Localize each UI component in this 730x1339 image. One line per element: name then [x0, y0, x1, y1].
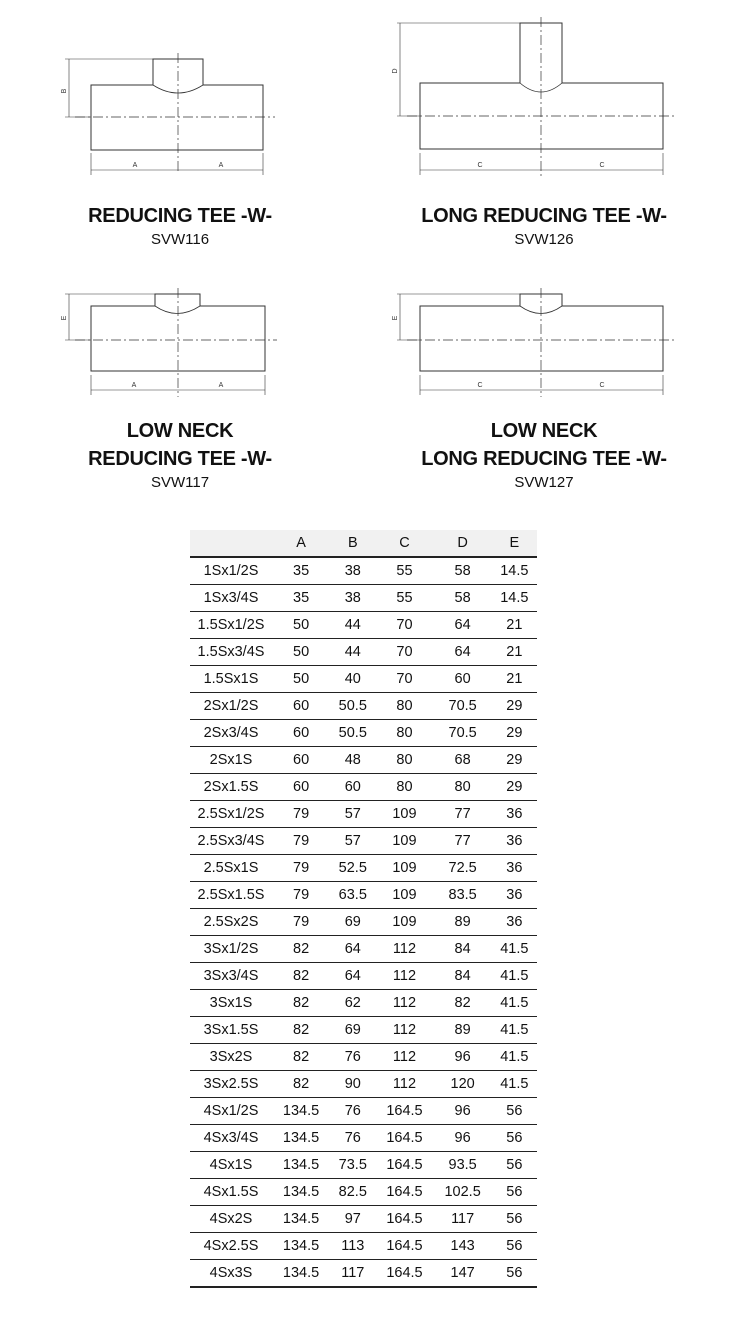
dimension-cell: 82 [272, 1044, 330, 1071]
table-row [190, 1098, 537, 1125]
table-body [190, 557, 537, 1287]
dimension-cell: 58 [434, 585, 492, 612]
dimension-cell: 82 [272, 1071, 330, 1098]
dimension-cell: 70 [375, 612, 433, 639]
dimension-cell: 52.5 [330, 855, 375, 882]
dimension-cell: 112 [375, 1071, 433, 1098]
dimension-cell: 64 [330, 963, 375, 990]
dimension-cell: 82 [272, 963, 330, 990]
table-row [190, 855, 537, 882]
dimension-cell: 63.5 [330, 882, 375, 909]
table-row [190, 639, 537, 666]
dimension-cell: 58 [434, 557, 492, 585]
column-header: A [272, 530, 330, 557]
dimension-cell: 55 [375, 585, 433, 612]
dimension-cell: 36 [492, 882, 537, 909]
dimension-cell: 29 [492, 693, 537, 720]
dimension-cell: 60 [272, 747, 330, 774]
dimension-cell: 57 [330, 801, 375, 828]
dimension-cell: 14.5 [492, 557, 537, 585]
dimension-cell: 112 [375, 936, 433, 963]
table-row [190, 963, 537, 990]
size-cell: 1.5Sx1/2S [190, 612, 272, 639]
dimension-cell: 60 [272, 720, 330, 747]
dimension-cell: 76 [330, 1098, 375, 1125]
dimension-cell: 164.5 [375, 1206, 433, 1233]
column-header: D [434, 530, 492, 557]
dimension-cell: 76 [330, 1125, 375, 1152]
table-row [190, 936, 537, 963]
dimension-cell: 50.5 [330, 693, 375, 720]
table-row [190, 557, 537, 585]
size-cell: 3Sx1S [190, 990, 272, 1017]
dimension-cell: 109 [375, 882, 433, 909]
dimension-cell: 50 [272, 612, 330, 639]
dimension-cell: 41.5 [492, 936, 537, 963]
dimension-cell: 56 [492, 1233, 537, 1260]
size-cell: 3Sx2S [190, 1044, 272, 1071]
dimension-cell: 64 [434, 612, 492, 639]
table-row [190, 801, 537, 828]
dimension-cell: 80 [375, 747, 433, 774]
size-cell: 2.5Sx1S [190, 855, 272, 882]
size-cell: 2Sx3/4S [190, 720, 272, 747]
size-cell: 3Sx3/4S [190, 963, 272, 990]
size-cell: 2.5Sx1/2S [190, 801, 272, 828]
dimension-cell: 35 [272, 585, 330, 612]
dimension-cell: 77 [434, 828, 492, 855]
table-row [190, 585, 537, 612]
product-caption-svw126 [394, 202, 694, 250]
dimension-cell: 60 [330, 774, 375, 801]
dimension-cell: 79 [272, 855, 330, 882]
table-row [190, 882, 537, 909]
dimension-cell: 82 [434, 990, 492, 1017]
dimension-cell: 60 [434, 666, 492, 693]
dimension-cell: 60 [272, 693, 330, 720]
dimension-cell: 134.5 [272, 1179, 330, 1206]
dimension-cell: 134.5 [272, 1260, 330, 1288]
dimension-cell: 55 [375, 557, 433, 585]
table-row [190, 1152, 537, 1179]
table-row [190, 1044, 537, 1071]
dimension-cell: 29 [492, 720, 537, 747]
dimension-cell: 62 [330, 990, 375, 1017]
dimension-cell: 89 [434, 909, 492, 936]
dimension-cell: 41.5 [492, 963, 537, 990]
dim-label-run-left: C [477, 382, 483, 389]
size-cell: 3Sx2.5S [190, 1071, 272, 1098]
dimension-cell: 56 [492, 1152, 537, 1179]
table-row [190, 612, 537, 639]
size-cell: 2Sx1/2S [190, 693, 272, 720]
dimension-cell: 109 [375, 855, 433, 882]
product-title: LONG REDUCING TEE -W- [421, 205, 667, 227]
dimension-cell: 82 [272, 990, 330, 1017]
dimension-cell: 73.5 [330, 1152, 375, 1179]
size-cell: 1Sx1/2S [190, 557, 272, 585]
dimension-cell: 41.5 [492, 1017, 537, 1044]
dimension-cell: 97 [330, 1206, 375, 1233]
dimension-cell: 29 [492, 747, 537, 774]
dimension-cell: 21 [492, 666, 537, 693]
dimension-cell: 79 [272, 828, 330, 855]
dimension-cell: 64 [434, 639, 492, 666]
table-row [190, 666, 537, 693]
dimension-cell: 56 [492, 1260, 537, 1288]
dimension-cell: 96 [434, 1125, 492, 1152]
size-cell: 2.5Sx3/4S [190, 828, 272, 855]
dimension-cell: 84 [434, 963, 492, 990]
dimension-cell: 80 [375, 774, 433, 801]
dimension-cell: 113 [330, 1233, 375, 1260]
size-cell: 4Sx3S [190, 1260, 272, 1288]
dimension-cell: 134.5 [272, 1125, 330, 1152]
dimension-cell: 50 [272, 666, 330, 693]
size-cell: 2Sx1.5S [190, 774, 272, 801]
dimension-cell: 70 [375, 639, 433, 666]
dimension-cell: 112 [375, 1017, 433, 1044]
dimension-cell: 21 [492, 612, 537, 639]
dimension-cell: 50 [272, 639, 330, 666]
dimension-cell: 82 [272, 1017, 330, 1044]
size-cell: 3Sx1/2S [190, 936, 272, 963]
size-cell: 1.5Sx1S [190, 666, 272, 693]
dimension-cell: 80 [375, 720, 433, 747]
dimension-cell: 109 [375, 828, 433, 855]
dimension-cell: 83.5 [434, 882, 492, 909]
dimension-cell: 69 [330, 909, 375, 936]
long-reducing-tee-drawing [385, 15, 685, 185]
table-row [190, 990, 537, 1017]
dimension-cell: 50.5 [330, 720, 375, 747]
dimension-cell: 72.5 [434, 855, 492, 882]
dimension-cell: 120 [434, 1071, 492, 1098]
product-caption-svw117 [30, 417, 330, 493]
dimension-cell: 112 [375, 1044, 433, 1071]
dimension-cell: 96 [434, 1098, 492, 1125]
dimension-cell: 79 [272, 909, 330, 936]
product-code: SVW127 [514, 474, 574, 491]
dimension-cell: 164.5 [375, 1152, 433, 1179]
table-row [190, 693, 537, 720]
dimension-cell: 82 [272, 936, 330, 963]
dimension-cell: 38 [330, 585, 375, 612]
dimension-cell: 164.5 [375, 1260, 433, 1288]
product-title-line-2: LONG REDUCING TEE -W- [421, 448, 667, 470]
dimension-cell: 70 [375, 666, 433, 693]
size-cell: 2.5Sx1.5S [190, 882, 272, 909]
dimension-cell: 38 [330, 557, 375, 585]
dimension-cell: 60 [272, 774, 330, 801]
dimension-cell: 56 [492, 1098, 537, 1125]
table-header-row [190, 530, 537, 557]
dimension-cell: 76 [330, 1044, 375, 1071]
dimension-cell: 134.5 [272, 1098, 330, 1125]
dimension-cell: 80 [434, 774, 492, 801]
dimension-cell: 36 [492, 828, 537, 855]
dimension-cell: 164.5 [375, 1233, 433, 1260]
dim-label-branch: E [61, 315, 68, 321]
table-row [190, 747, 537, 774]
dimension-cell: 164.5 [375, 1179, 433, 1206]
product-code: SVW116 [150, 231, 210, 248]
table-row [190, 1179, 537, 1206]
table-row [190, 1233, 537, 1260]
size-cell: 4Sx1.5S [190, 1179, 272, 1206]
size-cell: 4Sx1S [190, 1152, 272, 1179]
dimension-cell: 109 [375, 801, 433, 828]
dimension-cell: 117 [330, 1260, 375, 1288]
table-row [190, 909, 537, 936]
product-caption-svw116 [30, 202, 330, 250]
size-cell: 4Sx1/2S [190, 1098, 272, 1125]
dimension-cell: 41.5 [492, 1071, 537, 1098]
size-cell: 2Sx1S [190, 747, 272, 774]
dimension-cell: 36 [492, 801, 537, 828]
dimension-cell: 41.5 [492, 990, 537, 1017]
size-cell: 4Sx3/4S [190, 1125, 272, 1152]
dimension-cell: 79 [272, 801, 330, 828]
dimension-cell: 117 [434, 1206, 492, 1233]
dimension-cell: 112 [375, 963, 433, 990]
dimension-cell: 36 [492, 909, 537, 936]
column-header: E [492, 530, 537, 557]
dimension-table [190, 530, 537, 1288]
product-code: SVW126 [514, 231, 574, 248]
product-caption-svw127 [394, 417, 694, 493]
dimension-cell: 44 [330, 612, 375, 639]
product-title-line-1: LOW NECK [126, 420, 234, 442]
dimension-cell: 14.5 [492, 585, 537, 612]
table-row [190, 720, 537, 747]
column-header [190, 530, 272, 557]
dimension-cell: 112 [375, 990, 433, 1017]
dimension-cell: 109 [375, 909, 433, 936]
product-title-line-1: LOW NECK [490, 420, 598, 442]
size-cell: 2.5Sx2S [190, 909, 272, 936]
size-cell: 4Sx2.5S [190, 1233, 272, 1260]
dimension-cell: 84 [434, 936, 492, 963]
table-row [190, 1260, 537, 1288]
table-row [190, 828, 537, 855]
dimension-cell: 69 [330, 1017, 375, 1044]
dimension-cell: 90 [330, 1071, 375, 1098]
dimension-cell: 35 [272, 557, 330, 585]
size-cell: 1.5Sx3/4S [190, 639, 272, 666]
dimension-cell: 21 [492, 639, 537, 666]
dimension-cell: 164.5 [375, 1125, 433, 1152]
dimension-cell: 36 [492, 855, 537, 882]
dimension-cell: 56 [492, 1125, 537, 1152]
column-header: C [375, 530, 433, 557]
product-title: REDUCING TEE -W- [88, 205, 272, 227]
column-header: B [330, 530, 375, 557]
dimension-cell: 134.5 [272, 1152, 330, 1179]
size-cell: 3Sx1.5S [190, 1017, 272, 1044]
low-neck-reducing-tee-drawing [55, 285, 280, 405]
dimension-cell: 57 [330, 828, 375, 855]
dimension-cell: 96 [434, 1044, 492, 1071]
dim-label-run-right: A [218, 382, 224, 389]
dimension-cell: 40 [330, 666, 375, 693]
dimension-cell: 77 [434, 801, 492, 828]
dim-label-run-right: A [218, 162, 224, 169]
table-row [190, 774, 537, 801]
dimension-cell: 82.5 [330, 1179, 375, 1206]
dimension-cell: 80 [375, 693, 433, 720]
low-neck-long-reducing-tee-drawing [385, 285, 685, 405]
dimension-cell: 56 [492, 1206, 537, 1233]
dimension-cell: 134.5 [272, 1206, 330, 1233]
dim-label-run-left: A [131, 382, 137, 389]
dimension-cell: 41.5 [492, 1044, 537, 1071]
dimension-cell: 89 [434, 1017, 492, 1044]
size-cell: 4Sx2S [190, 1206, 272, 1233]
dimension-cell: 93.5 [434, 1152, 492, 1179]
dimension-cell: 143 [434, 1233, 492, 1260]
dimension-cell: 164.5 [375, 1098, 433, 1125]
dimension-cell: 68 [434, 747, 492, 774]
table-row [190, 1206, 537, 1233]
dimension-cell: 102.5 [434, 1179, 492, 1206]
table-row [190, 1125, 537, 1152]
size-cell: 1Sx3/4S [190, 585, 272, 612]
dimension-cell: 134.5 [272, 1233, 330, 1260]
dim-label-run-right: C [599, 162, 605, 169]
product-title-line-2: REDUCING TEE -W- [88, 448, 272, 470]
dim-label-run-left: C [477, 162, 483, 169]
dim-label-branch: B [61, 88, 68, 94]
dim-label-run-right: C [599, 382, 605, 389]
dim-label-branch: E [392, 315, 399, 321]
dimension-cell: 70.5 [434, 720, 492, 747]
dim-label-run-left: A [132, 162, 138, 169]
dimension-cell: 79 [272, 882, 330, 909]
dimension-cell: 29 [492, 774, 537, 801]
dimension-cell: 44 [330, 639, 375, 666]
reducing-tee-drawing [55, 45, 280, 185]
table-row [190, 1017, 537, 1044]
dimension-cell: 147 [434, 1260, 492, 1288]
dimension-cell: 64 [330, 936, 375, 963]
dimension-cell: 48 [330, 747, 375, 774]
dimension-cell: 56 [492, 1179, 537, 1206]
table-row [190, 1071, 537, 1098]
dimension-cell: 70.5 [434, 693, 492, 720]
product-code: SVW117 [150, 474, 210, 491]
dim-label-branch: D [392, 68, 399, 74]
